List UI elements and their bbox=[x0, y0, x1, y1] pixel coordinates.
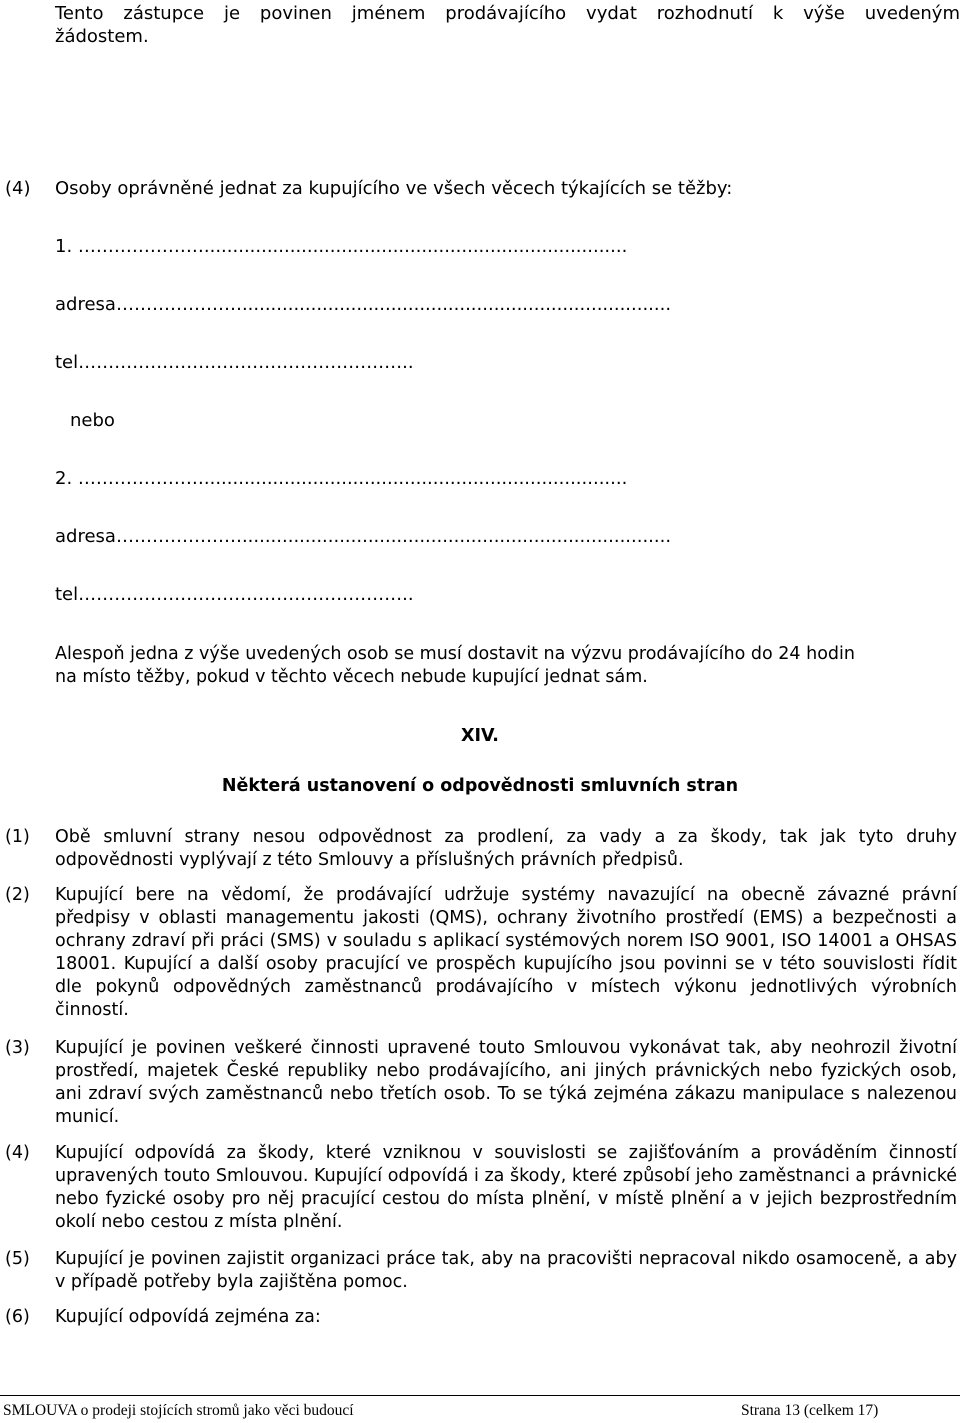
footer-page-number: Strana 13 (celkem 17) bbox=[741, 1402, 879, 1419]
person-2-address-field: adresa…………………........................................................................... bbox=[55, 526, 672, 547]
footer-document-title: SMLOUVA o prodeji stojících stromů jako věci budoucí bbox=[3, 1402, 354, 1419]
person-1-name-field: 1. ………………….......................................................................... bbox=[55, 236, 628, 257]
paragraph-number: (3) bbox=[5, 1038, 30, 1058]
paragraph-number: (4) bbox=[5, 1143, 30, 1163]
paragraph-text: Kupující bere na vědomí, že prodávající udržuje systémy navazující na obecně závazné právní předpisy v oblasti managementu jakosti (QMS), ochrany životního prostředí (EMS) a bezpečnosti a ochrany zdraví při práci (SMS) v souladu s aplikací systémových norem ISO 9001, ISO 14001 a OHSAS 18001. Kupující a další osoby pracující ve prospěch kupujícího jsou povinni se v této souvislosti řídit dle pokynů odpovědných zaměstnanců prodávajícího v místech výkonu jednotlivých výrobních činností. bbox=[55, 885, 957, 1020]
section-number: (4) bbox=[5, 178, 31, 199]
footer-divider bbox=[0, 1395, 960, 1396]
person-2-name-field: 2. ………………….......................................................................... bbox=[55, 468, 628, 489]
person-1-phone-field: tel……………………………………………….. bbox=[55, 352, 414, 373]
paragraph-text: Obě smluvní strany nesou odpovědnost za prodlení, za vady a za škody, tak jak tyto druhy odpovědnosti vyplývají z této Smlouvy a příslušných právních předpisů. bbox=[55, 827, 957, 870]
continuation-line-2: žádostem. bbox=[55, 26, 149, 47]
chapter-number: XIV. bbox=[461, 726, 499, 746]
paragraph-text: Kupující je povinen veškeré činnosti upravené touto Smlouvou vykonávat tak, aby neohrozil životní prostředí, majetek České republiky nebo prodávajícího, ani jiných právnických nebo fyzických osob, ani zdraví svých zaměstnanců nebo třetích osob. To se týká zejména zákazu manipulace s nalezenou municí. bbox=[55, 1038, 957, 1127]
person-1-address-field: adresa…………………........................................................................... bbox=[55, 294, 672, 315]
paragraph-number: (5) bbox=[5, 1249, 30, 1269]
section-heading: Osoby oprávněné jednat za kupujícího ve všech věcech týkajících se těžby: bbox=[55, 178, 733, 199]
paragraph-number: (6) bbox=[5, 1307, 30, 1327]
or-separator: nebo bbox=[70, 410, 115, 431]
chapter-title: Některá ustanovení o odpovědnosti smluvních stran bbox=[221, 776, 739, 796]
paragraph-number: (2) bbox=[5, 885, 30, 905]
paragraph-text: Kupující odpovídá za škody, které vzniknou v souvislosti se zajišťováním a prováděním činností upravených touto Smlouvou. Kupující odpovídá i za škody, které způsobí jeho zaměstnanci a právnické nebo fyzické osoby pro něj pracující cestou do místa plnění, v místě plnění a v jejich bezprostředním okolí nebo cestou z místa plnění. bbox=[55, 1143, 957, 1232]
person-2-phone-field: tel……………………………………………….. bbox=[55, 584, 414, 605]
continuation-line-1: Tento zástupce je povinen jménem prodávajícího vydat rozhodnutí k výše uvedeným bbox=[55, 3, 960, 24]
paragraph-text: Kupující odpovídá zejména za: bbox=[55, 1307, 321, 1327]
paragraph-text: Kupující je povinen zajistit organizaci práce tak, aby na pracovišti nepracoval nikdo osamoceně, a aby v případě potřeby byla zajištěna pomoc. bbox=[55, 1249, 957, 1292]
attendance-note-line-2: na místo těžby, pokud v těchto věcech nebude kupující jednat sám. bbox=[55, 667, 648, 687]
paragraph-number: (1) bbox=[5, 827, 30, 847]
attendance-note-line-1: Alespoň jedna z výše uvedených osob se musí dostavit na výzvu prodávajícího do 24 hodin bbox=[55, 644, 855, 664]
